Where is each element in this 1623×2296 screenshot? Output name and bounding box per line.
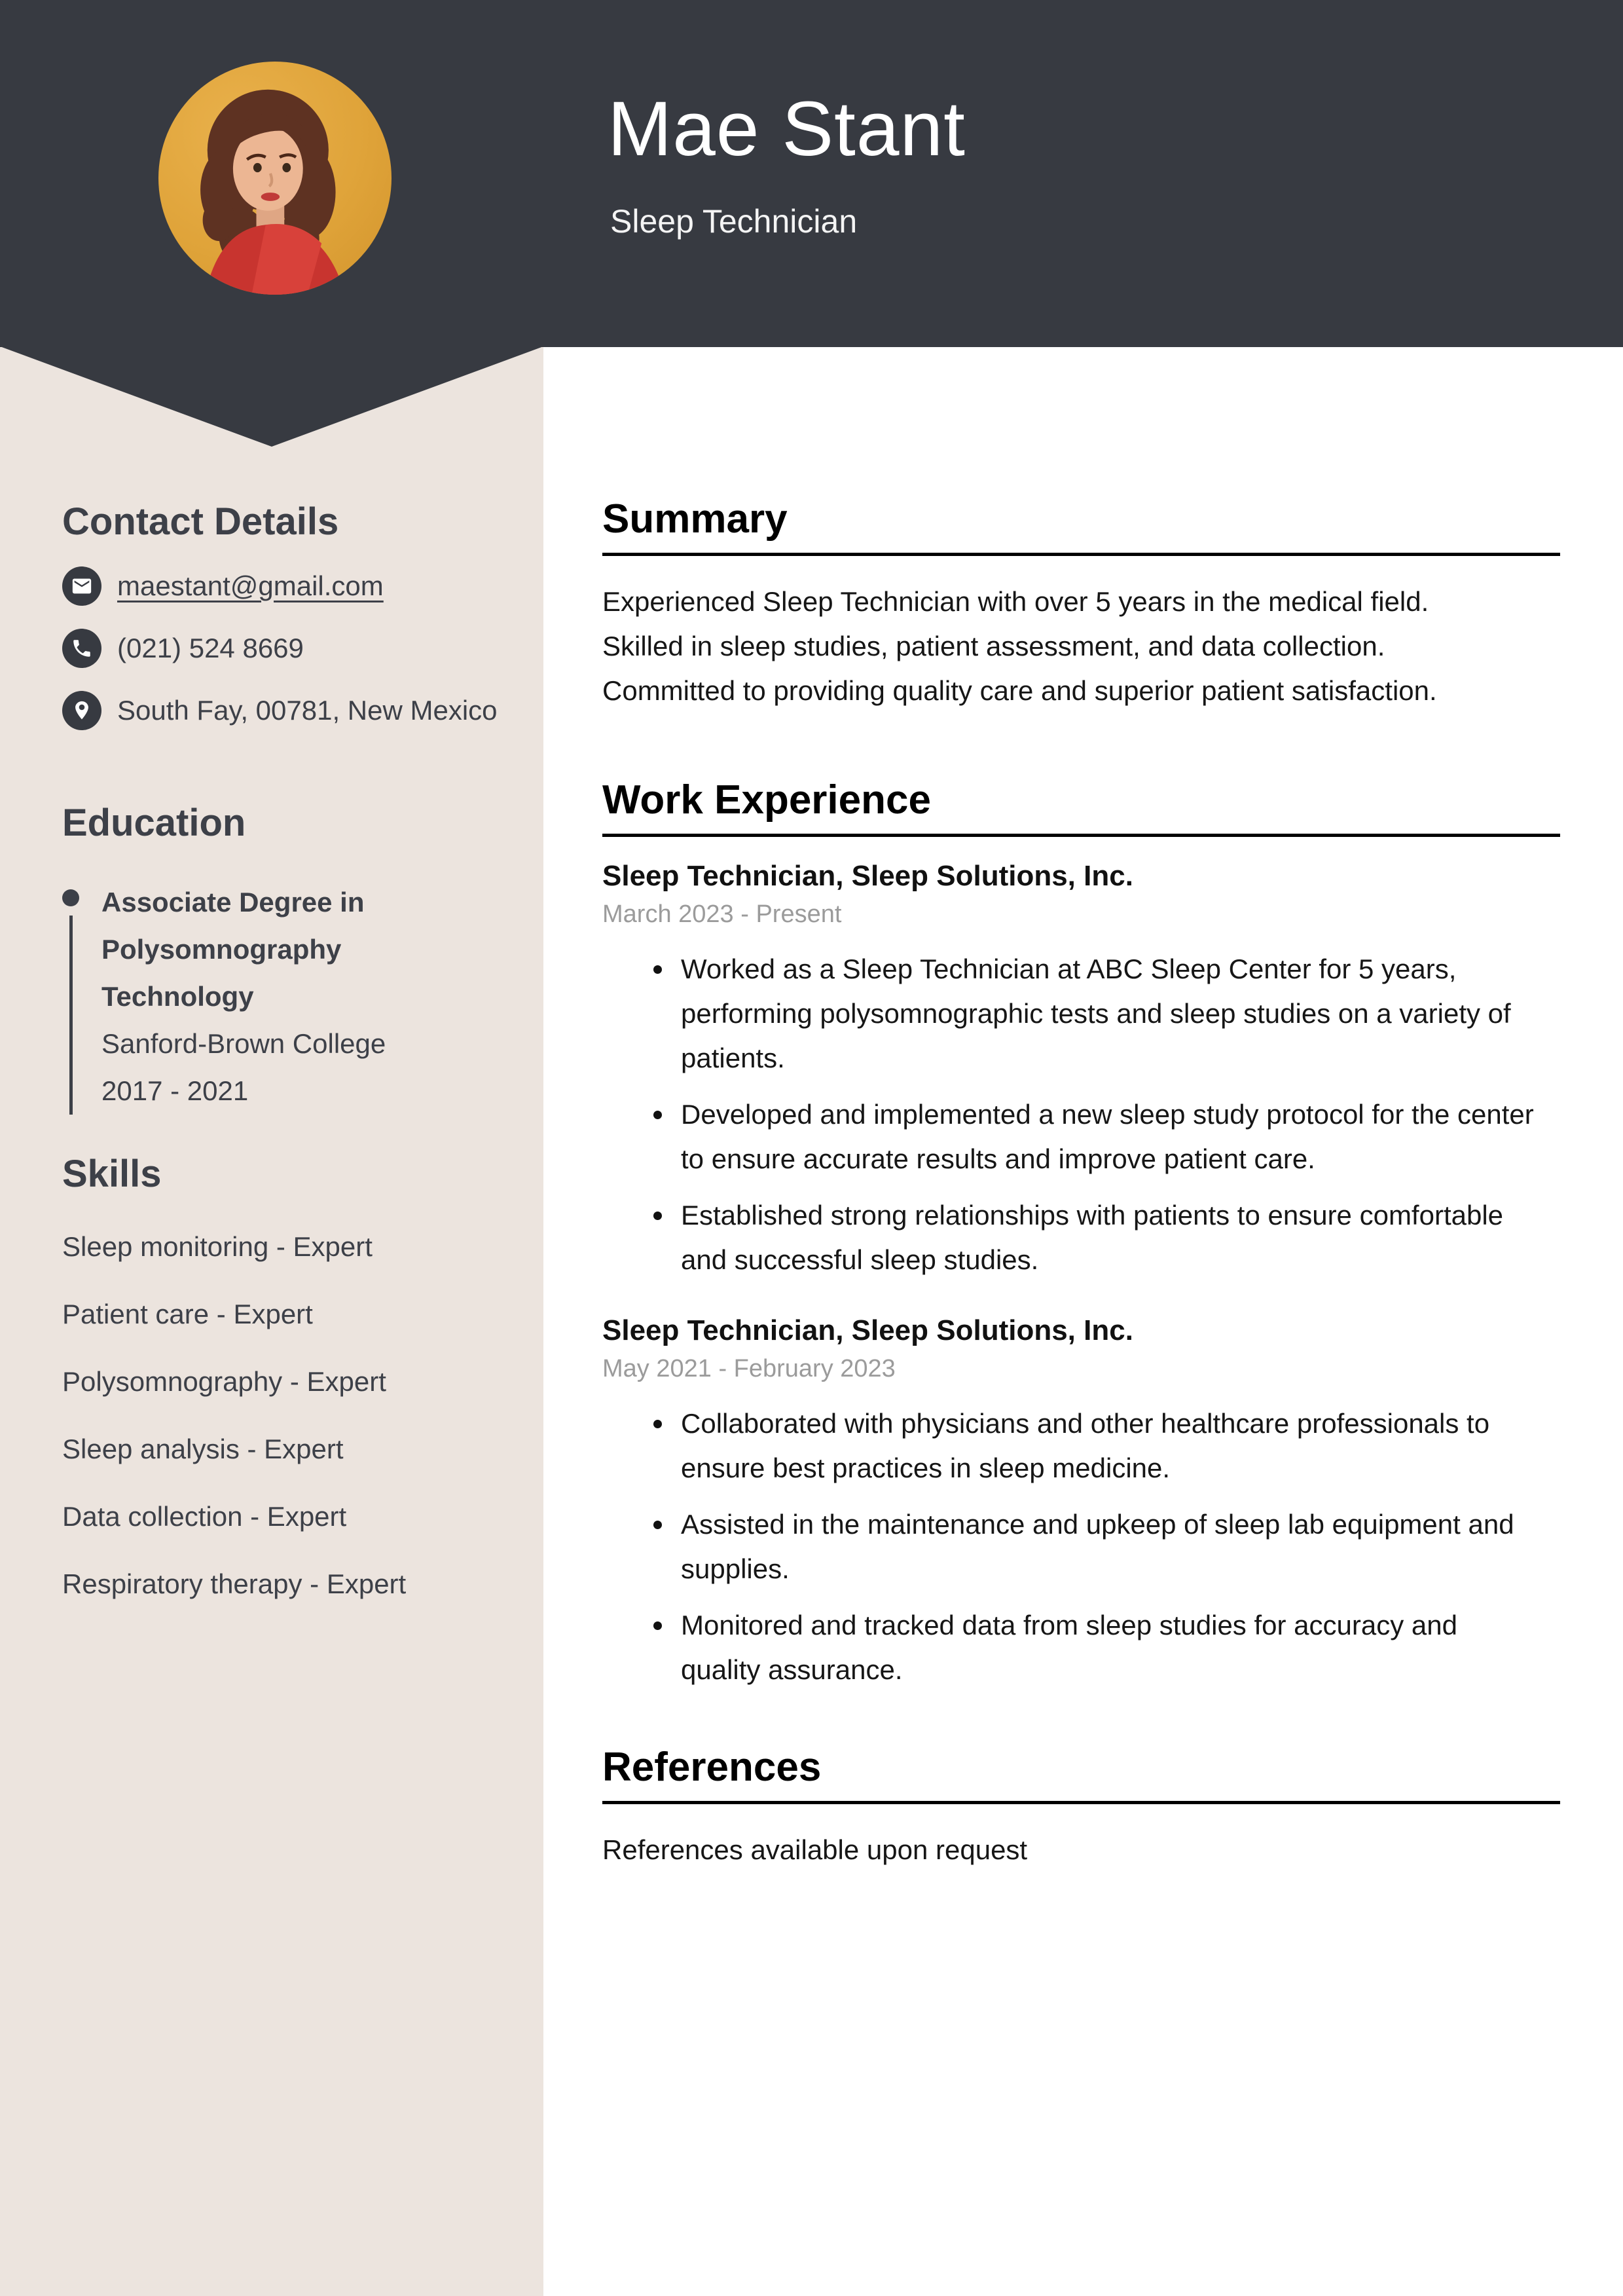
- skill-item: Patient care - Expert: [62, 1299, 313, 1329]
- email-icon: [62, 566, 101, 606]
- job-bullet-list: [602, 1401, 1560, 1692]
- job-title: Sleep Technician, Sleep Solutions, Inc.: [602, 860, 1133, 892]
- skill-item: Respiratory therapy - Expert: [62, 1568, 407, 1599]
- skills-heading: Skills: [62, 1153, 162, 1195]
- person-job-title: Sleep Technician: [610, 203, 858, 240]
- timeline-line: [69, 916, 73, 1115]
- phone-number: (021) 524 8669: [117, 632, 304, 663]
- education-heading: Education: [62, 802, 246, 844]
- job-entry: [602, 858, 1560, 1282]
- person-name: Mae Stant: [608, 86, 966, 172]
- contact-rows: [62, 566, 504, 730]
- job-dates: March 2023 - Present: [602, 900, 842, 928]
- education-item: [62, 879, 504, 1115]
- summary-heading: Summary: [602, 495, 1560, 556]
- education-degree: Associate Degree in Polysomnography Technology: [101, 887, 365, 1012]
- work-experience-heading: Work Experience: [602, 776, 1560, 837]
- education-text: [101, 879, 455, 1115]
- job-entry: [602, 1312, 1560, 1692]
- timeline-marker: [62, 879, 79, 1115]
- skill-item: Sleep analysis - Expert: [62, 1434, 344, 1464]
- job-bullet: Worked as a Sleep Technician at ABC Sleep Center for 5 years, performing polysomnographic tests and sleep studies on a variety of patients.: [681, 947, 1539, 1081]
- education-school: Sanford-Brown College: [101, 1028, 386, 1059]
- address-text: South Fay, 00781, New Mexico: [117, 694, 498, 726]
- references-text: References available upon request: [602, 1834, 1028, 1865]
- location-pin-icon: [62, 691, 101, 730]
- contact-details-heading: Contact Details: [62, 500, 339, 543]
- skill-item: Data collection - Expert: [62, 1501, 347, 1532]
- main-column: [602, 0, 1560, 1872]
- job-bullet-list: [602, 947, 1560, 1282]
- contact-row-phone: [62, 629, 504, 668]
- contact-row-email: [62, 566, 504, 606]
- job-bullet: Monitored and tracked data from sleep studies for accuracy and quality assurance.: [681, 1603, 1539, 1692]
- skills-list: [62, 1225, 504, 1606]
- job-title: Sleep Technician, Sleep Solutions, Inc.: [602, 1314, 1133, 1346]
- email-link[interactable]: maestant@gmail.com: [117, 570, 384, 601]
- job-bullet: Assisted in the maintenance and upkeep of sleep lab equipment and supplies.: [681, 1502, 1539, 1591]
- job-bullet: Collaborated with physicians and other healthcare professionals to ensure best practices in sleep medicine.: [681, 1401, 1539, 1491]
- job-dates: May 2021 - February 2023: [602, 1355, 896, 1382]
- job-bullet: Established strong relationships with patients to ensure comfortable and successful sleep studies.: [681, 1193, 1539, 1282]
- job-bullet: Developed and implemented a new sleep study protocol for the center to ensure accurate results and improve patient care.: [681, 1092, 1539, 1181]
- timeline-dot-icon: [62, 889, 79, 906]
- education-dates: 2017 - 2021: [101, 1075, 249, 1106]
- phone-icon: [62, 629, 101, 668]
- skill-item: Sleep monitoring - Expert: [62, 1231, 373, 1262]
- references-heading: References: [602, 1743, 1560, 1804]
- sidebar: [0, 0, 543, 2296]
- summary-text: Experienced Sleep Technician with over 5 years in the medical field. Skilled in sleep studies, patient assessment, and data collection. Committed to providing quality care and superior patient satisfaction.: [602, 586, 1437, 706]
- skill-item: Polysomnography - Expert: [62, 1366, 386, 1397]
- contact-row-address: [62, 691, 504, 730]
